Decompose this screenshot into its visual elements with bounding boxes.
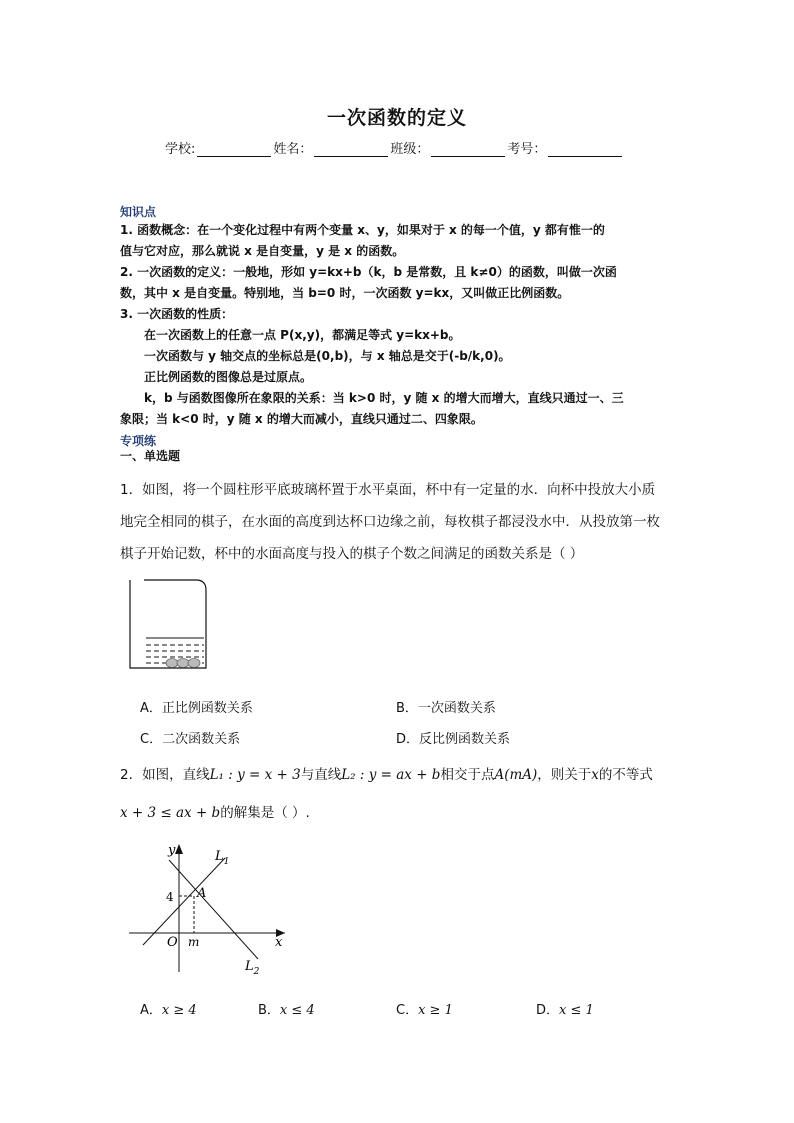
student-info-row [165, 138, 624, 157]
q2-option-b-label: B． [258, 1003, 280, 1018]
q2-text-b: 与直线 [300, 767, 342, 783]
y-label: y [168, 843, 176, 858]
class-label: 班级： [390, 142, 430, 157]
knowledge-heading: 知识点 [120, 205, 157, 219]
school-blank[interactable] [197, 142, 271, 157]
q2-var-x: x [591, 767, 599, 783]
q2-option-b-value: x ≤ 4 [279, 1003, 315, 1018]
q2-graph-figure [125, 840, 295, 975]
q1-option-a[interactable]: A．正比例函数关系 [140, 701, 253, 716]
q2-inequality: x + 3 ≤ ax + b [120, 805, 221, 821]
knowledge-line-6: 在一次函数上的任意一点 P(x,y)，都满足等式 y=kx+b。 [144, 328, 461, 342]
q1-option-b[interactable]: B．一次函数关系 [396, 701, 496, 716]
knowledge-line-9: k，b 与函数图像所在象限的关系：当 k>0 时，y 随 x 的增大而增大，直线只通过一、三 [144, 391, 624, 405]
q2-text-e: 的不等式 [598, 767, 653, 783]
knowledge-line-8: 正比例函数的图像总是过原点。 [144, 370, 313, 384]
x-label: x [275, 935, 283, 950]
q2-option-a[interactable] [140, 999, 197, 1018]
knowledge-line-4: 数，其中 x 是自变量。特别地，当 b=0 时，一次函数 y=kx，又叫做正比例函数。 [120, 286, 570, 300]
l2-label: $L_2$ [245, 959, 260, 975]
q2-text-f: 的解集是（ ）. [220, 805, 310, 821]
tick-4-label: 4 [166, 890, 174, 904]
q1-line-2: 地完全相同的棋子，在水面的高度到达杯口边缘之前，每枚棋子都浸没水中．从投放第一枚 [120, 514, 660, 530]
class-blank[interactable] [431, 142, 505, 157]
q2-text-d: ，则关于 [537, 767, 592, 783]
q2-point-a: A(mA) [494, 767, 538, 783]
name-label: 姓名： [273, 142, 313, 157]
knowledge-line-7: 一次函数与 y 轴交点的坐标总是(0,b)，与 x 轴总是交于(-b/k,0)。 [144, 349, 511, 363]
q2-option-d[interactable] [536, 999, 594, 1018]
q2-eq-l2: L₂ : y = ax + b [341, 767, 441, 783]
point-a-label: A [197, 886, 207, 901]
school-label: 学校: [165, 142, 196, 157]
q2-option-c-label: C． [396, 1003, 419, 1018]
q2-option-c[interactable] [396, 999, 453, 1018]
q2-option-a-label: A． [140, 1003, 162, 1018]
line-l2 [169, 860, 258, 959]
q2-option-d-label: D． [536, 1003, 560, 1018]
section-heading: 一、单选题 [120, 449, 181, 463]
q1-option-c[interactable]: C．二次函数关系 [140, 732, 241, 747]
q1-line-3: 棋子开始记数，杯中的水面高度与投入的棋子个数之间满足的函数关系是（ ） [120, 546, 584, 562]
practice-heading: 专项练 [120, 434, 157, 448]
page-title: 一次函数的定义 [326, 107, 467, 129]
q1-option-d[interactable]: D．反比例函数关系 [396, 732, 511, 747]
chess-piece [177, 659, 189, 668]
q2-option-c-value: x ≥ 1 [418, 1003, 453, 1018]
q2-text-c: 相交于点 [440, 767, 495, 783]
q2-option-b[interactable] [258, 999, 315, 1018]
y-axis-arrow [175, 844, 183, 854]
q2-option-a-value: x ≥ 4 [161, 1003, 197, 1018]
knowledge-line-1: 1. 函数概念：在一个变化过程中有两个变量 x、y，如果对于 x 的每一个值，y 都有惟一的 [120, 223, 605, 237]
q2-line-1 [120, 763, 653, 783]
q2-eq-l1: L₁ : y = x + 3 [209, 767, 301, 783]
m-label: m [188, 935, 200, 949]
id-blank[interactable] [548, 142, 622, 157]
name-blank[interactable] [314, 142, 388, 157]
knowledge-line-5: 3. 一次函数的性质： [120, 307, 234, 321]
glass-figure [124, 576, 214, 674]
id-label: 考号： [507, 142, 547, 157]
q2-option-d-value: x ≤ 1 [559, 1003, 594, 1018]
knowledge-line-3: 2. 一次函数的定义：一般地，形如 y=kx+b（k，b 是常数，且 k≠0）的函数，叫做一次函 [120, 265, 617, 279]
knowledge-line-10: 象限；当 k<0 时，y 随 x 的增大而减小，直线只通过二、四象限。 [120, 412, 483, 426]
line-l1 [143, 858, 225, 945]
origin-label: O [167, 935, 178, 950]
chess-piece [188, 659, 200, 668]
chess-piece [166, 659, 178, 668]
l1-label: $L_1$ [215, 849, 230, 867]
q1-line-1: 1．如图，将一个圆柱形平底玻璃杯置于水平桌面，杯中有一定量的水．向杯中投放大小质 [120, 482, 656, 498]
q2-text-a: 2．如图，直线 [120, 767, 210, 783]
knowledge-line-2: 值与它对应，那么就说 x 是自变量，y 是 x 的函数。 [120, 244, 405, 258]
q2-line-2 [120, 801, 310, 821]
